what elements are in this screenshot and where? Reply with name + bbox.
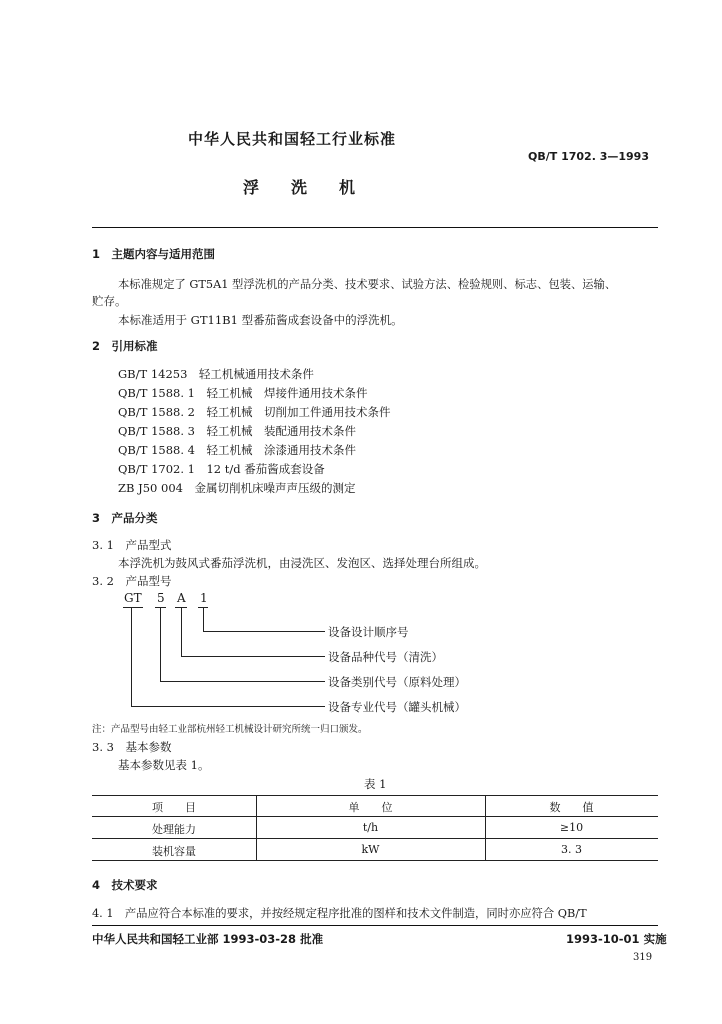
reference-1: GB/T 14253 轻工机械通用技术条件	[118, 367, 314, 381]
leader-line-4-v	[131, 607, 132, 706]
section-3-1-text: 本浮洗机为鼓风式番茄浮洗机，由浸洗区、发泡区、选择处理台所组成。	[118, 556, 486, 570]
table-cell-power-value: 3. 3	[561, 843, 582, 856]
leader-line-3-v	[160, 607, 161, 681]
model-label-category-code: 设备类别代号（原料处理）	[328, 675, 466, 689]
reference-7: ZB J50 004 金属切削机床噪声声压级的测定	[118, 481, 356, 495]
table-cell-power: 装机容量	[152, 845, 196, 858]
model-label-specialty-code: 设备专业代号（罐头机械）	[328, 700, 466, 714]
section-1-para-1a: 本标准规定了 GT5A1 型浮洗机的产品分类、技术要求、试验方法、检验规则、标志、包装、运输、	[118, 278, 617, 291]
section-4-heading: 4 技术要求	[92, 878, 158, 892]
leader-line-2-h	[181, 656, 325, 657]
section-3-heading: 3 产品分类	[92, 511, 158, 525]
model-underline-gt	[123, 607, 143, 608]
leader-line-2-v	[181, 607, 182, 656]
model-note: 注：产品型号由轻工业部杭州轻工机械设计研究所统一归口颁发。	[92, 724, 368, 735]
table-header-item: 项 目	[152, 801, 196, 814]
reference-4: QB/T 1588. 3 轻工机械 装配通用技术条件	[118, 424, 356, 438]
leader-line-1-h	[203, 631, 325, 632]
section-3-2-heading: 3. 2 产品型号	[92, 574, 172, 588]
table-cell-capacity-unit: t/h	[362, 821, 379, 834]
leader-line-3-h	[160, 681, 325, 682]
document-title: 浮 洗 机	[243, 178, 356, 197]
leader-line-1-v	[203, 607, 204, 631]
standard-code: QB/T 1702. 3—1993	[528, 150, 649, 163]
reference-5: QB/T 1588. 4 轻工机械 涂漆通用技术条件	[118, 443, 356, 457]
section-1-para-1b: 贮存。	[92, 294, 127, 308]
table-row-rule	[92, 838, 658, 839]
model-label-design-sequence: 设备设计顺序号	[328, 625, 409, 639]
section-1-heading: 1 主题内容与适用范围	[92, 247, 216, 261]
section-3-3-text: 基本参数见表 1。	[118, 758, 210, 772]
reference-2: QB/T 1588. 1 轻工机械 焊接件通用技术条件	[118, 386, 368, 400]
table-cell-capacity-value: ≥10	[559, 821, 584, 834]
reference-3: QB/T 1588. 2 轻工机械 切削加工件通用技术条件	[118, 405, 391, 419]
page-number: 319	[633, 952, 653, 963]
section-1-para-2: 本标准适用于 GT11B1 型番茄酱成套设备中的浮洗机。	[118, 313, 403, 327]
reference-6: QB/T 1702. 1 12 t/d 番茄酱成套设备	[118, 462, 325, 476]
leader-line-4-h	[131, 706, 325, 707]
table-top-rule	[92, 795, 658, 796]
table-bottom-rule	[92, 860, 658, 861]
model-code-a: A	[177, 591, 186, 605]
table-caption: 表 1	[364, 777, 387, 791]
table-header-value: 数 值	[549, 801, 594, 814]
model-label-variety-code: 设备品种代号（清洗）	[328, 650, 443, 664]
footer-rule	[92, 925, 658, 926]
model-code-gt: GT	[124, 591, 142, 605]
table-header-unit: 单 位	[348, 801, 393, 814]
table-cell-power-unit: kW	[361, 843, 380, 856]
table-header-rule	[92, 816, 658, 817]
header-rule	[92, 227, 658, 228]
issuing-organization: 中华人民共和国轻工行业标准	[188, 130, 397, 148]
approval-line: 中华人民共和国轻工业部 1993-03-28 批准	[92, 932, 324, 946]
implementation-date: 1993-10-01 实施	[566, 932, 667, 946]
table-cell-capacity: 处理能力	[152, 823, 196, 836]
section-3-3-heading: 3. 3 基本参数	[92, 740, 172, 754]
model-code-1: 1	[200, 591, 208, 605]
section-4-1-text: 4. 1 产品应符合本标准的要求，并按经规定程序批准的图样和技术文件制造，同时亦应符合 QB/T	[92, 907, 587, 920]
section-3-1-heading: 3. 1 产品型式	[92, 538, 172, 552]
model-code-5: 5	[157, 591, 165, 605]
section-2-heading: 2 引用标准	[92, 339, 158, 353]
